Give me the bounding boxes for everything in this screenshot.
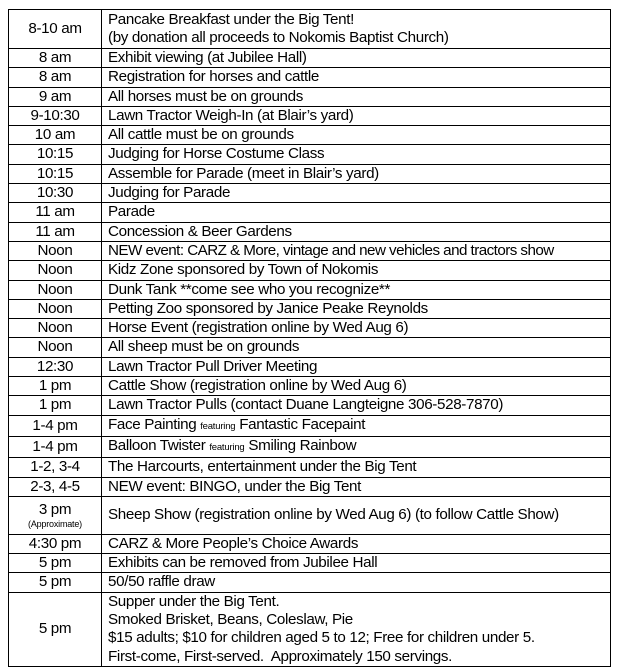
event-cell: CARZ & More People’s Choice Awards: [102, 534, 611, 553]
event-cell: Exhibit viewing (at Jubilee Hall): [102, 49, 611, 68]
event-cell: All cattle must be on grounds: [102, 126, 611, 145]
time-cell: 8 am: [9, 68, 102, 87]
time-cell: 1 pm: [9, 377, 102, 396]
event-cell: Parade: [102, 203, 611, 222]
table-row: [9, 241, 611, 260]
event-cell: Sheep Show (registration online by Wed Aug 6) (to follow Cattle Show): [102, 496, 611, 534]
table-row: [9, 10, 611, 49]
time-cell: 2-3, 4-5: [9, 477, 102, 496]
table-row: [9, 554, 611, 573]
time-cell: 8 am: [9, 49, 102, 68]
table-row: [9, 357, 611, 376]
table-row: [9, 87, 611, 106]
event-cell: Cattle Show (registration online by Wed Aug 6): [102, 377, 611, 396]
time-cell: Noon: [9, 261, 102, 280]
event-line: First-come, First-served. Approximately 150 servings.: [108, 647, 453, 665]
table-row: [9, 338, 611, 357]
event-line: Supper under the Big Tent.: [108, 592, 280, 610]
table-row: [9, 280, 611, 299]
table-row: [9, 68, 611, 87]
table-row: [9, 184, 611, 203]
event-cell: NEW event: CARZ & More, vintage and new vehicles and tractors show: [102, 241, 611, 260]
time-cell: Noon: [9, 319, 102, 338]
time-cell: 12:30: [9, 357, 102, 376]
time-cell: 1-4 pm: [9, 436, 102, 457]
time-cell: 1-4 pm: [9, 415, 102, 436]
featuring-label: featuring: [209, 441, 245, 453]
table-row: [9, 573, 611, 592]
time-cell: 8-10 am: [9, 10, 102, 49]
event-line: Smoked Brisket, Beans, Coleslaw, Pie: [108, 611, 353, 629]
event-cell: [102, 10, 611, 49]
time-cell: 5 pm: [9, 573, 102, 592]
event-cell: Exhibits can be removed from Jubilee Hall: [102, 554, 611, 573]
table-row: [9, 299, 611, 318]
event-cell: Horse Event (registration online by Wed Aug 6): [102, 319, 611, 338]
time-cell: [9, 496, 102, 534]
table-row: [9, 496, 611, 534]
table-row: [9, 458, 611, 477]
time-cell: 10:15: [9, 164, 102, 183]
time-cell: 10 am: [9, 126, 102, 145]
time-cell: 11 am: [9, 203, 102, 222]
table-row: [9, 534, 611, 553]
time-cell: 10:15: [9, 145, 102, 164]
table-row: [9, 477, 611, 496]
event-text: Smiling Rainbow: [244, 436, 357, 454]
event-cell: Concession & Beer Gardens: [102, 222, 611, 241]
table-row: [9, 396, 611, 415]
table-row: [9, 319, 611, 338]
time-cell: 9 am: [9, 87, 102, 106]
event-cell: [102, 415, 611, 436]
table-row: [9, 164, 611, 183]
time-cell: Noon: [9, 241, 102, 260]
time-cell: 1-2, 3-4: [9, 458, 102, 477]
time-cell: 11 am: [9, 222, 102, 241]
event-schedule-table: [8, 9, 611, 667]
event-cell: All horses must be on grounds: [102, 87, 611, 106]
time-cell: 10:30: [9, 184, 102, 203]
event-cell: Judging for Horse Costume Class: [102, 145, 611, 164]
table-row: [9, 436, 611, 457]
event-cell: Registration for horses and cattle: [102, 68, 611, 87]
time-cell: Noon: [9, 280, 102, 299]
table-row: [9, 592, 611, 666]
event-cell: All sheep must be on grounds: [102, 338, 611, 357]
table-row: [9, 49, 611, 68]
table-row: [9, 145, 611, 164]
time-cell: 4:30 pm: [9, 534, 102, 553]
time-cell: 5 pm: [9, 592, 102, 666]
featuring-label: featuring: [200, 420, 236, 432]
time-text: 3 pm: [38, 501, 72, 519]
event-cell: NEW event: BINGO, under the Big Tent: [102, 477, 611, 496]
event-cell: [102, 592, 611, 666]
table-row: [9, 106, 611, 125]
event-cell: The Harcourts, entertainment under the Big Tent: [102, 458, 611, 477]
event-cell: Kidz Zone sponsored by Town of Nokomis: [102, 261, 611, 280]
table-row: [9, 126, 611, 145]
table-row: [9, 377, 611, 396]
event-line: Pancake Breakfast under the Big Tent!: [108, 10, 354, 28]
event-cell: Petting Zoo sponsored by Janice Peake Reynolds: [102, 299, 611, 318]
time-cell: Noon: [9, 338, 102, 357]
event-cell: Lawn Tractor Pull Driver Meeting: [102, 357, 611, 376]
time-cell: 1 pm: [9, 396, 102, 415]
event-cell: Lawn Tractor Weigh-In (at Blair’s yard): [102, 106, 611, 125]
time-cell: 9-10:30: [9, 106, 102, 125]
event-line: (by donation all proceeds to Nokomis Baptist Church): [108, 29, 449, 46]
event-text: Balloon Twister: [108, 436, 210, 454]
event-text: Fantastic Facepaint: [235, 415, 366, 433]
event-line: $15 adults; $10 for children aged 5 to 12; Free for children under 5.: [108, 629, 535, 647]
table-row: [9, 261, 611, 280]
event-cell: 50/50 raffle draw: [102, 573, 611, 592]
event-cell: Lawn Tractor Pulls (contact Duane Langteigne 306-528-7870): [102, 396, 611, 415]
event-text: Face Painting: [108, 415, 201, 433]
event-cell: [102, 436, 611, 457]
time-cell: 5 pm: [9, 554, 102, 573]
time-note: (Approximate): [28, 519, 82, 530]
time-cell: Noon: [9, 299, 102, 318]
event-cell: Dunk Tank **come see who you recognize**: [102, 280, 611, 299]
event-cell: Judging for Parade: [102, 184, 611, 203]
table-row: [9, 415, 611, 436]
event-cell: Assemble for Parade (meet in Blair’s yard): [102, 164, 611, 183]
table-row: [9, 203, 611, 222]
table-row: [9, 222, 611, 241]
